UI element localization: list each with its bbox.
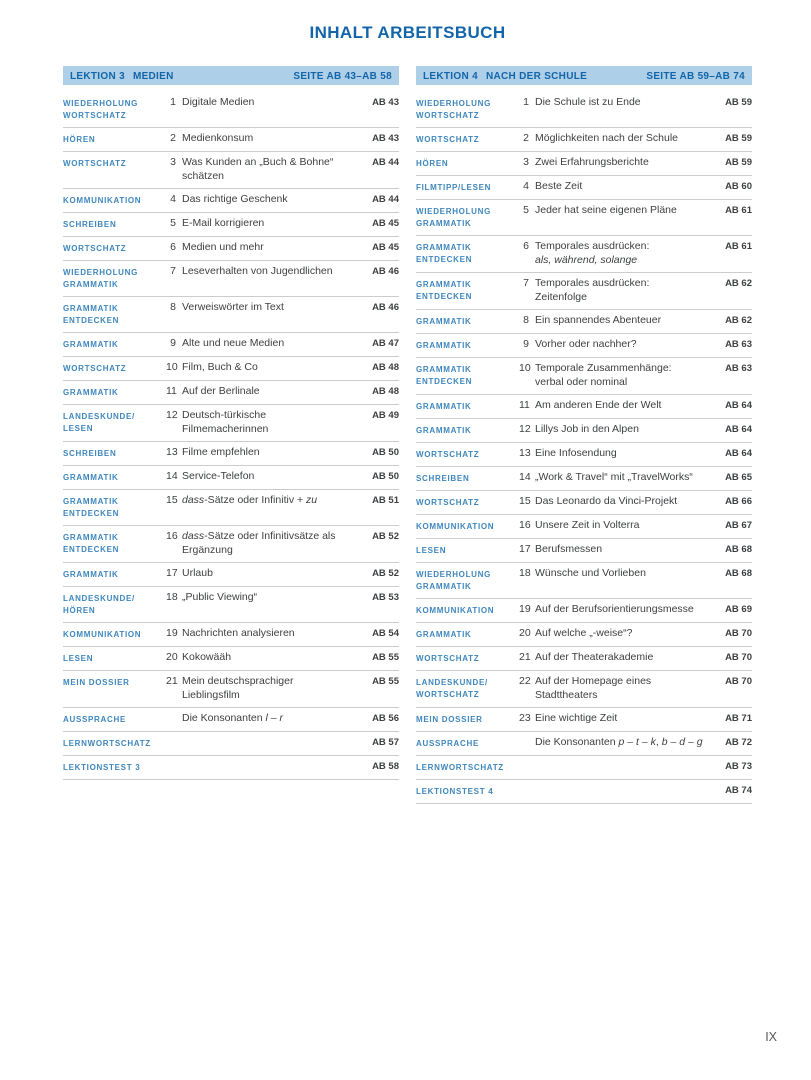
page-ref: AB 68 [725, 544, 752, 555]
category-label: GRAMMATIK [416, 630, 472, 639]
category-label: LERNWORTSCHATZ [416, 763, 504, 772]
exercise-number: 6 [523, 240, 529, 252]
category-label: WORTSCHATZ [63, 364, 127, 373]
page-ref: AB 61 [725, 241, 752, 252]
toc-row [416, 467, 752, 491]
category-label: AUSSPRACHE [416, 739, 480, 748]
exercise-number: 2 [523, 132, 529, 144]
exercise-number: 19 [166, 627, 178, 639]
page-ref: AB 69 [725, 604, 752, 615]
category-label: WIEDERHOLUNG GRAMMATIK [416, 207, 492, 228]
exercise-number: 7 [523, 277, 529, 289]
toc-row [416, 395, 752, 419]
exercise-title: Das richtige Geschenk [182, 193, 288, 205]
exercise-number: 22 [519, 675, 531, 687]
page-ref: AB 59 [725, 157, 752, 168]
toc-row [63, 381, 399, 405]
page-ref: AB 59 [725, 97, 752, 108]
toc-row [63, 297, 399, 333]
toc-row [416, 563, 752, 599]
toc-row [416, 128, 752, 152]
exercise-title: E-Mail korrigieren [182, 217, 265, 229]
exercise-number: 1 [523, 96, 529, 108]
category-label: GRAMMATIK [416, 402, 472, 411]
page-ref: AB 55 [372, 652, 399, 663]
lektion-number-label: LEKTION 4 [423, 70, 478, 82]
category-label: GRAMMATIK ENTDECKEN [63, 497, 120, 518]
toc-row [63, 442, 399, 466]
lektion-topic-label: NACH DER SCHULE [485, 70, 588, 82]
category-label: WORTSCHATZ [63, 244, 127, 253]
page-ref: AB 58 [372, 761, 399, 772]
page-ref: AB 51 [372, 495, 399, 506]
exercise-title: Möglichkeiten nach der Schule [535, 132, 679, 144]
exercise-title: Film, Buch & Co [182, 361, 258, 373]
lektion-number-label: LEKTION 3 [70, 70, 125, 82]
page-ref: AB 43 [372, 133, 399, 144]
exercise-title [181, 760, 353, 774]
category-label: GRAMMATIK [63, 473, 119, 482]
category-label: GRAMMATIK ENTDECKEN [416, 280, 473, 301]
page-ref: AB 70 [725, 676, 752, 687]
exercise-title: Wünsche und Vorlieben [535, 567, 646, 579]
page-ref: AB 53 [372, 592, 399, 603]
category-label: WORTSCHATZ [416, 450, 480, 459]
page-ref: AB 50 [372, 471, 399, 482]
page-ref: AB 52 [372, 568, 399, 579]
toc-row [63, 563, 399, 587]
category-label: WORTSCHATZ [63, 159, 127, 168]
category-label: WIEDERHOLUNG GRAMMATIK [416, 570, 492, 591]
exercise-title: Eine Infosendung [535, 447, 617, 459]
category-label: LERNWORTSCHATZ [63, 739, 151, 748]
toc-row [63, 623, 399, 647]
exercise-title: Zwei Erfahrungsberichte [535, 156, 649, 168]
category-label: AUSSPRACHE [63, 715, 127, 724]
lektion-4-column [416, 66, 752, 804]
lektion-3-column [63, 66, 399, 804]
exercise-title: Vorher oder nachher? [535, 338, 637, 350]
lektion-label-group [423, 71, 587, 82]
category-label: KOMMUNIKATION [416, 522, 495, 531]
page-ref: AB 50 [372, 447, 399, 458]
category-label: LEKTIONSTEST 4 [416, 787, 494, 796]
toc-row [63, 490, 399, 526]
exercise-number [519, 736, 534, 750]
category-label: SCHREIBEN [63, 449, 117, 458]
toc-row [63, 237, 399, 261]
exercise-title: Die Schule ist zu Ende [535, 96, 641, 108]
toc-row [416, 671, 752, 708]
toc-row [416, 443, 752, 467]
toc-row [63, 671, 399, 708]
exercise-number [519, 784, 534, 798]
exercise-number [166, 736, 181, 750]
category-label: MEIN DOSSIER [416, 715, 483, 724]
lektion-4-row-list [416, 92, 752, 804]
page-ref: AB 63 [725, 339, 752, 350]
seite-range-label: SEITE AB 59–AB 74 [646, 70, 745, 82]
toc-row [416, 515, 752, 539]
category-label: GRAMMATIK [63, 388, 119, 397]
page-ref: AB 70 [725, 628, 752, 639]
toc-row [416, 334, 752, 358]
toc-row [416, 491, 752, 515]
category-label: LEKTIONSTEST 3 [63, 763, 141, 772]
exercise-title: Urlaub [182, 567, 213, 579]
page-ref: AB 74 [725, 785, 752, 796]
category-label: LANDESKUNDE/ LESEN [63, 412, 135, 433]
content-area [63, 0, 752, 804]
category-label: WIEDERHOLUNG WORTSCHATZ [63, 99, 139, 120]
page-ref: AB 43 [372, 97, 399, 108]
exercise-number: 9 [170, 337, 176, 349]
exercise-number [519, 760, 534, 774]
exercise-title: Die Konsonanten p – t – k, b – d – g [535, 736, 703, 748]
toc-row [63, 647, 399, 671]
lektion-label-group [70, 71, 174, 82]
lektion-3-header-bar [63, 66, 399, 85]
category-label: SCHREIBEN [63, 220, 117, 229]
exercise-title: Am anderen Ende der Welt [535, 399, 662, 411]
toc-row [63, 213, 399, 237]
exercise-title: Mein deutschsprachiger Lieblingsfilm [182, 675, 294, 701]
category-label: LANDESKUNDE/ WORTSCHATZ [416, 678, 488, 699]
category-label: KOMMUNIKATION [63, 196, 142, 205]
page-ref: AB 44 [372, 194, 399, 205]
toc-row [416, 756, 752, 780]
exercise-title: Beste Zeit [535, 180, 583, 192]
page-number: IX [765, 1030, 777, 1044]
page-ref: AB 54 [372, 628, 399, 639]
exercise-title: Temporale Zusammenhänge: verbal oder nominal [535, 362, 672, 388]
category-label: GRAMMATIK [416, 317, 472, 326]
toc-row [416, 200, 752, 236]
toc-row [416, 708, 752, 732]
exercise-title: Auf der Berufsorientierungsmesse [535, 603, 694, 615]
exercise-title: Das Leonardo da Vinci-Projekt [535, 495, 678, 507]
exercise-title: Alte und neue Medien [182, 337, 285, 349]
exercise-title: Lillys Job in den Alpen [535, 423, 639, 435]
category-label: WORTSCHATZ [416, 135, 480, 144]
exercise-number: 18 [166, 591, 178, 603]
exercise-number: 14 [519, 471, 531, 483]
toc-row [416, 152, 752, 176]
exercise-number: 13 [519, 447, 531, 459]
toc-row [63, 587, 399, 623]
exercise-number: 7 [170, 265, 176, 277]
page-ref: AB 64 [725, 424, 752, 435]
exercise-number: 18 [519, 567, 531, 579]
lektion-3-row-list [63, 92, 399, 780]
exercise-number: 16 [519, 519, 531, 531]
exercise-title: Filme empfehlen [182, 446, 260, 458]
exercise-number: 17 [519, 543, 531, 555]
exercise-title: Berufsmessen [535, 543, 603, 555]
lektion-topic-label: MEDIEN [132, 70, 174, 82]
toc-row [63, 357, 399, 381]
toc-row [63, 466, 399, 490]
exercise-title: „Work & Travel“ mit „TravelWorks“ [535, 471, 693, 483]
category-label: GRAMMATIK ENTDECKEN [63, 304, 120, 325]
exercise-number: 21 [519, 651, 531, 663]
exercise-title: „Public Viewing“ [182, 591, 258, 603]
exercise-title: Auf der Homepage eines Stadttheaters [535, 675, 652, 701]
page-ref: AB 62 [725, 278, 752, 289]
exercise-title: Medien und mehr [182, 241, 264, 253]
exercise-title: Digitale Medien [182, 96, 255, 108]
exercise-number [166, 760, 181, 774]
category-label: GRAMMATIK ENTDECKEN [416, 243, 473, 264]
category-label: KOMMUNIKATION [63, 630, 142, 639]
category-label: SCHREIBEN [416, 474, 470, 483]
category-label: FILMTIPP/LESEN [416, 183, 492, 192]
exercise-number: 19 [519, 603, 531, 615]
exercise-number: 12 [166, 409, 178, 421]
exercise-title: Kokowääh [182, 651, 232, 663]
exercise-number: 11 [519, 399, 530, 411]
page-ref: AB 61 [725, 205, 752, 216]
exercise-title: Was Kunden an „Buch & Bohne“ schätzen [182, 156, 334, 182]
page-title: INHALT ARBEITSBUCH [309, 23, 506, 42]
exercise-number: 5 [523, 204, 529, 216]
page-ref: AB 44 [372, 157, 399, 168]
toc-row [416, 539, 752, 563]
exercise-number: 15 [519, 495, 531, 507]
exercise-number: 20 [166, 651, 178, 663]
exercise-number: 11 [166, 385, 177, 397]
page-ref: AB 60 [725, 181, 752, 192]
page-ref: AB 67 [725, 520, 752, 531]
exercise-title: Service-Telefon [182, 470, 255, 482]
exercise-title: Auf der Theaterakademie [535, 651, 654, 663]
page-ref: AB 63 [725, 363, 752, 374]
toc-row [63, 405, 399, 442]
toc-row [63, 261, 399, 297]
toc-row [63, 189, 399, 213]
toc-row [416, 273, 752, 310]
exercise-number: 8 [523, 314, 529, 326]
category-label: KOMMUNIKATION [416, 606, 495, 615]
exercise-number: 4 [170, 193, 176, 205]
exercise-title: Temporales ausdrücken: als, während, solange [535, 240, 650, 266]
toc-row [416, 236, 752, 273]
exercise-number: 14 [166, 470, 178, 482]
toc-row [63, 128, 399, 152]
page-ref: AB 47 [372, 338, 399, 349]
page-ref: AB 70 [725, 652, 752, 663]
category-label: WORTSCHATZ [416, 498, 480, 507]
exercise-title: Auf welche „-weise“? [535, 627, 633, 639]
exercise-title: Temporales ausdrücken: Zeitenfolge [535, 277, 650, 303]
page-ref: AB 46 [372, 266, 399, 277]
toc-row [416, 623, 752, 647]
exercise-title: dass-Sätze oder Infinitiv + zu [182, 494, 318, 506]
exercise-number: 2 [170, 132, 176, 144]
category-label: HÖREN [416, 159, 449, 168]
page-ref: AB 56 [372, 713, 399, 724]
exercise-number: 5 [170, 217, 176, 229]
exercise-title: Unsere Zeit in Volterra [535, 519, 640, 531]
toc-row [63, 756, 399, 780]
toc-row [416, 732, 752, 756]
exercise-number [166, 712, 181, 726]
exercise-number: 3 [523, 156, 529, 168]
page-ref: AB 48 [372, 386, 399, 397]
toc-row [63, 152, 399, 189]
toc-row [416, 310, 752, 334]
exercise-title: Ein spannendes Abenteuer [535, 314, 662, 326]
category-label: LESEN [416, 546, 447, 555]
page-ref: AB 66 [725, 496, 752, 507]
toc-row [63, 732, 399, 756]
toc-row [63, 708, 399, 732]
exercise-number: 1 [170, 96, 176, 108]
exercise-title: Eine wichtige Zeit [535, 712, 618, 724]
exercise-title: Die Konsonanten l – r [182, 712, 283, 724]
exercise-number: 16 [166, 530, 178, 542]
toc-row [63, 92, 399, 128]
exercise-number: 20 [519, 627, 531, 639]
exercise-title [534, 760, 706, 774]
exercise-number: 13 [166, 446, 178, 458]
category-label: LANDESKUNDE/ HÖREN [63, 594, 135, 615]
exercise-number: 21 [166, 675, 178, 687]
category-label: GRAMMATIK ENTDECKEN [416, 365, 473, 386]
page-ref: AB 52 [372, 531, 399, 542]
toc-row [63, 526, 399, 563]
exercise-number: 10 [519, 362, 531, 374]
exercise-number: 10 [166, 361, 178, 373]
page-ref: AB 73 [725, 761, 752, 772]
category-label: GRAMMATIK [63, 570, 119, 579]
exercise-title: Verweiswörter im Text [182, 301, 284, 313]
exercise-title: Auf der Berlinale [182, 385, 260, 397]
page-ref: AB 48 [372, 362, 399, 373]
page-ref: AB 72 [725, 737, 752, 748]
exercise-title: Nachrichten analysieren [182, 627, 295, 639]
exercise-number: 23 [519, 712, 531, 724]
exercise-title: Deutsch-türkische Filmemacherinnen [182, 409, 269, 435]
exercise-number: 6 [170, 241, 176, 253]
category-label: GRAMMATIK ENTDECKEN [63, 533, 120, 554]
toc-columns [63, 66, 752, 804]
category-label: MEIN DOSSIER [63, 678, 130, 687]
exercise-number: 12 [519, 423, 531, 435]
page-ref: AB 57 [372, 737, 399, 748]
page-ref: AB 65 [725, 472, 752, 483]
category-label: LESEN [63, 654, 94, 663]
category-label: WIEDERHOLUNG WORTSCHATZ [416, 99, 492, 120]
exercise-number: 17 [166, 567, 178, 579]
exercise-title: Jeder hat seine eigenen Pläne [535, 204, 677, 216]
exercise-title: dass-Sätze oder Infinitivsätze als Ergänzung [182, 530, 336, 556]
exercise-number: 3 [170, 156, 176, 168]
exercise-title [534, 784, 706, 798]
toc-row [416, 647, 752, 671]
page-ref: AB 49 [372, 410, 399, 421]
page-ref: AB 55 [372, 676, 399, 687]
page-ref: AB 71 [725, 713, 752, 724]
page-ref: AB 68 [725, 568, 752, 579]
category-label: GRAMMATIK [416, 426, 472, 435]
page-ref: AB 62 [725, 315, 752, 326]
page-ref: AB 64 [725, 400, 752, 411]
exercise-number: 8 [170, 301, 176, 313]
toc-row [416, 419, 752, 443]
toc-row [63, 333, 399, 357]
category-label: HÖREN [63, 135, 96, 144]
exercise-title: Medienkonsum [182, 132, 254, 144]
category-label: WIEDERHOLUNG GRAMMATIK [63, 268, 139, 289]
page-ref: AB 45 [372, 242, 399, 253]
toc-row [416, 92, 752, 128]
exercise-number: 9 [523, 338, 529, 350]
page-ref: AB 64 [725, 448, 752, 459]
category-label: GRAMMATIK [416, 341, 472, 350]
exercise-number: 15 [166, 494, 178, 506]
exercise-title [181, 736, 353, 750]
category-label: GRAMMATIK [63, 340, 119, 349]
toc-row [416, 358, 752, 395]
exercise-number: 4 [523, 180, 529, 192]
toc-row [416, 176, 752, 200]
page-ref: AB 46 [372, 302, 399, 313]
page-ref: AB 59 [725, 133, 752, 144]
seite-range-label: SEITE AB 43–AB 58 [293, 70, 392, 82]
lektion-4-header-bar [416, 66, 752, 85]
exercise-title: Leseverhalten von Jugendlichen [182, 265, 333, 277]
page-ref: AB 45 [372, 218, 399, 229]
category-label: WORTSCHATZ [416, 654, 480, 663]
toc-row [416, 780, 752, 804]
toc-row [416, 599, 752, 623]
